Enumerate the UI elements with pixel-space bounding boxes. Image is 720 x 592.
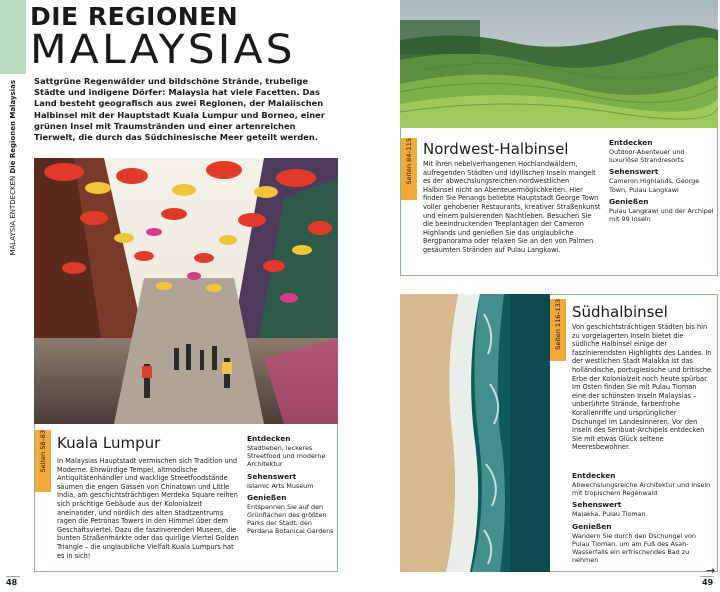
page-range: Seiten 84–115 [405,138,413,185]
cameron-highlands-photo [400,0,718,128]
page-range: Seiten 116–133 [554,299,562,350]
page-range: Seiten 58–83 [39,430,47,473]
page-range-tab [35,430,51,492]
discover-label: Entdecken [609,138,653,147]
sights-label: Sehenswert [247,471,297,481]
right-page [360,0,720,592]
enjoy-value: Pulau Langkawi und der Archipel mit 99 Inseln [609,206,714,224]
discover-value: Outdoor-Abenteuer und luxuriöse Strandresorts [609,148,685,165]
enjoy-label: Genießen [572,521,612,531]
region-title: Kuala Lumpur [57,434,161,452]
region-facts [572,471,712,564]
region-description: Von geschichtsträchtigen Städten bis hin zu vorgelagerten Inseln bietet die südliche Halbinsel einige der faszinierendsten Highlights des Landes. In der westlichen Stadt Malakka ist das holländische, portugiesische und britische Erbe der Kolonialzeit noch heute spürbar. Im Osten finden Sie mit Pulau Tioman eine der schönsten Inseln Malaysias – unberührte Strände, farbenfrohe Korallenriffe und ursprünglicher Dschungel im Landesinneren. Vor den Inseln des Seribuat-Archipels entdecken Sie mit etwas Glück seltene Meeresbewohner. [572,323,712,452]
running-head-title: Die Regionen Malaysias [9,80,17,174]
running-head-prefix: MALAYSIA ENTDECKEN [9,175,17,256]
enjoy-value: Wandern Sie durch den Dschungel von Pulau Tioman, um am Fuß des Asah-Wasserfalls ein erfrischendes Bad zu nehmen [572,531,696,565]
discover-value: Stadtleben, leckeres Streetfood und moderne Architektur [247,444,326,469]
coastline-aerial-photo [400,294,550,572]
region-title: Südhalbinsel [572,303,668,321]
sights-value: Cameron Highlands, George Town, Pulau Langkawi [609,177,700,194]
enjoy-label: Genießen [609,196,649,206]
page-title-line2: MALAYSIAS [30,27,296,73]
region-facts [247,434,335,536]
sights-label: Sehenswert [609,167,659,177]
sights-value: Islamic Arts Museum [247,481,314,490]
discover-value: Abwechslungsreiche Architektur und Inseln mit tropischem Regenwald [572,481,711,498]
discover-label: Entdecken [247,434,291,443]
discover-label: Entdecken [572,471,616,480]
running-head [6,80,20,270]
enjoy-value: Entspannen Sie auf den Grünflächen des größten Parks der Stadt, den Perdana Botanical Gardens [247,502,334,536]
kuala-lumpur-photo [34,158,338,424]
region-title: Nordwest-Halbinsel [423,140,569,158]
region-card-south [550,294,718,572]
folio-rule [6,576,20,577]
region-card-northwest [400,128,718,276]
sights-value: Malakka, Pulau Tioman [572,510,646,519]
page-number-right: 49 [702,578,714,587]
region-facts [609,138,715,223]
enjoy-label: Genießen [247,492,287,502]
region-description: Mit ihren nebelverhangenen Hochlandwäldern, aufregenden Städten und idyllischen Inseln mangelt es der abwechslungsreichen nordwestlichen Halbinsel nicht an Abenteuermöglichkeiten. Hier finden Sie Penangs beliebte Hauptstadt George Town voller gehobener Restaurants, kreativer Straßenkunst und einem pulsierenden Nachtleben. Besuchen Sie die beeindruckenden Teeplantagen der Cameron Highlands und genießen Sie das unglaubliche Bergpanorama oder relaxen Sie an den von Palmen gesäumten Stränden auf Pulau Langkawi. [423,160,601,254]
sights-label: Sehenswert [572,500,622,510]
page-number-left: 48 [6,578,18,587]
page-title-line1: DIE REGIONEN [30,2,239,31]
page-range-tab [401,138,417,200]
region-description: In Malaysias Hauptstadt vermischen sich Tradition und Moderne. Ehrwürdige Tempel, altmodische Antiquitätenhändler und wacklige Streetfoodstände säumen die engen Gassen von Chinatown und Little India, am geschichtsträchtigen Merdeka Square reihen sich prächtige Gebäude aus der Kolonialzeit aneinander, und nördlich des alten Stadtzentrums ragen die Petronas Towers in den Himmel über dem Geschäftsviertel. Dazu die faszinierenden Museen, die bunten Straßenmärkte oder das quirlige Viertel Golden Triangle – die unglaubliche Vielfalt Kuala Lumpurs hat es in sich! [57,457,239,560]
title-accent-tab [0,0,26,74]
page-range-tab [550,299,566,361]
region-card-kuala-lumpur [34,424,338,572]
intro-paragraph: Sattgrüne Regenwälder und bildschöne Strände, trubelige Städte und indigene Dörfer: Malaysia hat viele Facetten. Das Land besteht geografisch aus zwei Regionen, der Malaiischen Halbinsel mit der Hauptstadt Kuala Lumpur und Borneo, einer grünen Insel mit Traumstränden und einer artenreichen Tierwelt, die durch das Südchinesische Meer geteilt werden. [34,76,325,143]
arrow-right-icon[interactable]: → [706,564,716,577]
